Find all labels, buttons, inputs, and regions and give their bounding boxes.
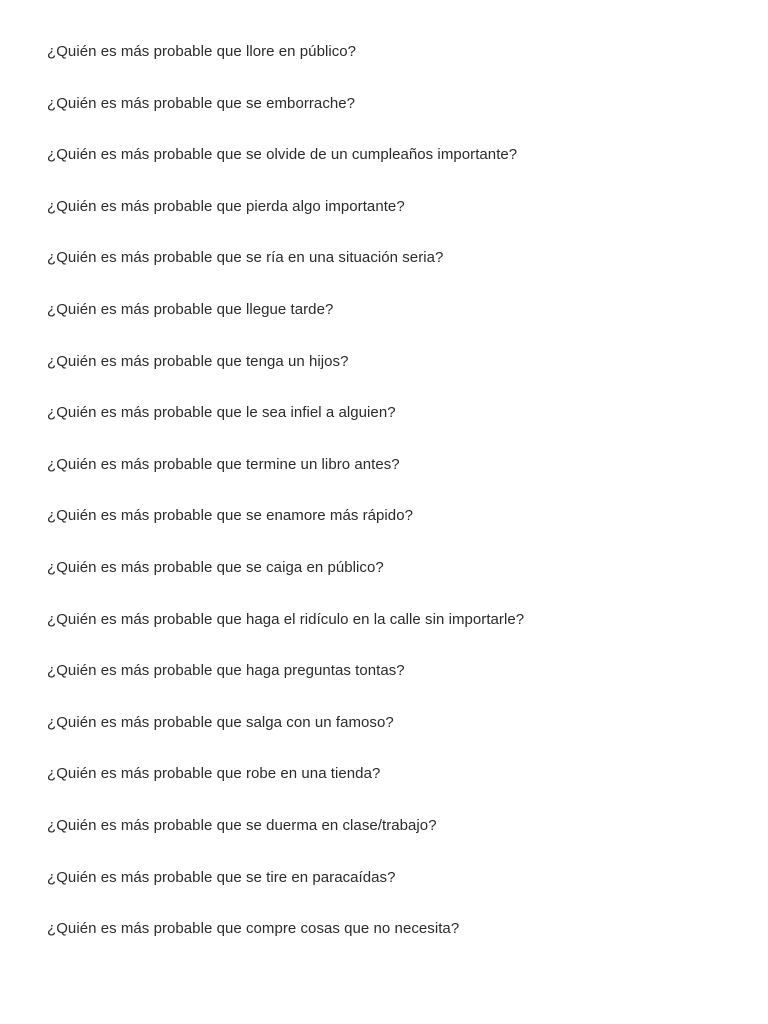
question-item: ¿Quién es más probable que salga con un famoso? bbox=[47, 713, 394, 731]
question-item: ¿Quién es más probable que se duerma en clase/trabajo? bbox=[47, 816, 437, 834]
question-item: ¿Quién es más probable que se emborrache? bbox=[47, 94, 356, 112]
question-item: ¿Quién es más probable que llore en público? bbox=[47, 43, 357, 60]
question-item: ¿Quién es más probable que se caiga en público? bbox=[47, 558, 384, 576]
question-item: ¿Quién es más probable que se olvide de un cumpleaños importante? bbox=[47, 146, 518, 164]
question-item: ¿Quién es más probable que compre cosas que no necesita? bbox=[47, 920, 460, 938]
question-item: ¿Quién es más probable que le sea infiel a alguien? bbox=[47, 404, 396, 422]
question-item: ¿Quién es más probable que se ría en una situación seria? bbox=[47, 249, 444, 267]
question-item: ¿Quién es más probable que tenga un hijos? bbox=[47, 352, 349, 370]
question-item: ¿Quién es más probable que robe en una tienda? bbox=[47, 765, 381, 783]
question-item: ¿Quién es más probable que se enamore más rápido? bbox=[47, 507, 413, 525]
question-item: ¿Quién es más probable que se tire en paracaídas? bbox=[47, 868, 396, 886]
question-item: ¿Quién es más probable que haga el ridículo en la calle sin importarle? bbox=[47, 610, 525, 628]
question-item: ¿Quién es más probable que llegue tarde? bbox=[47, 300, 334, 318]
question-item: ¿Quién es más probable que pierda algo importante? bbox=[47, 197, 405, 215]
question-item: ¿Quién es más probable que haga preguntas tontas? bbox=[47, 662, 405, 680]
question-list bbox=[47, 42, 747, 971]
question-item: ¿Quién es más probable que termine un libro antes? bbox=[47, 455, 400, 473]
